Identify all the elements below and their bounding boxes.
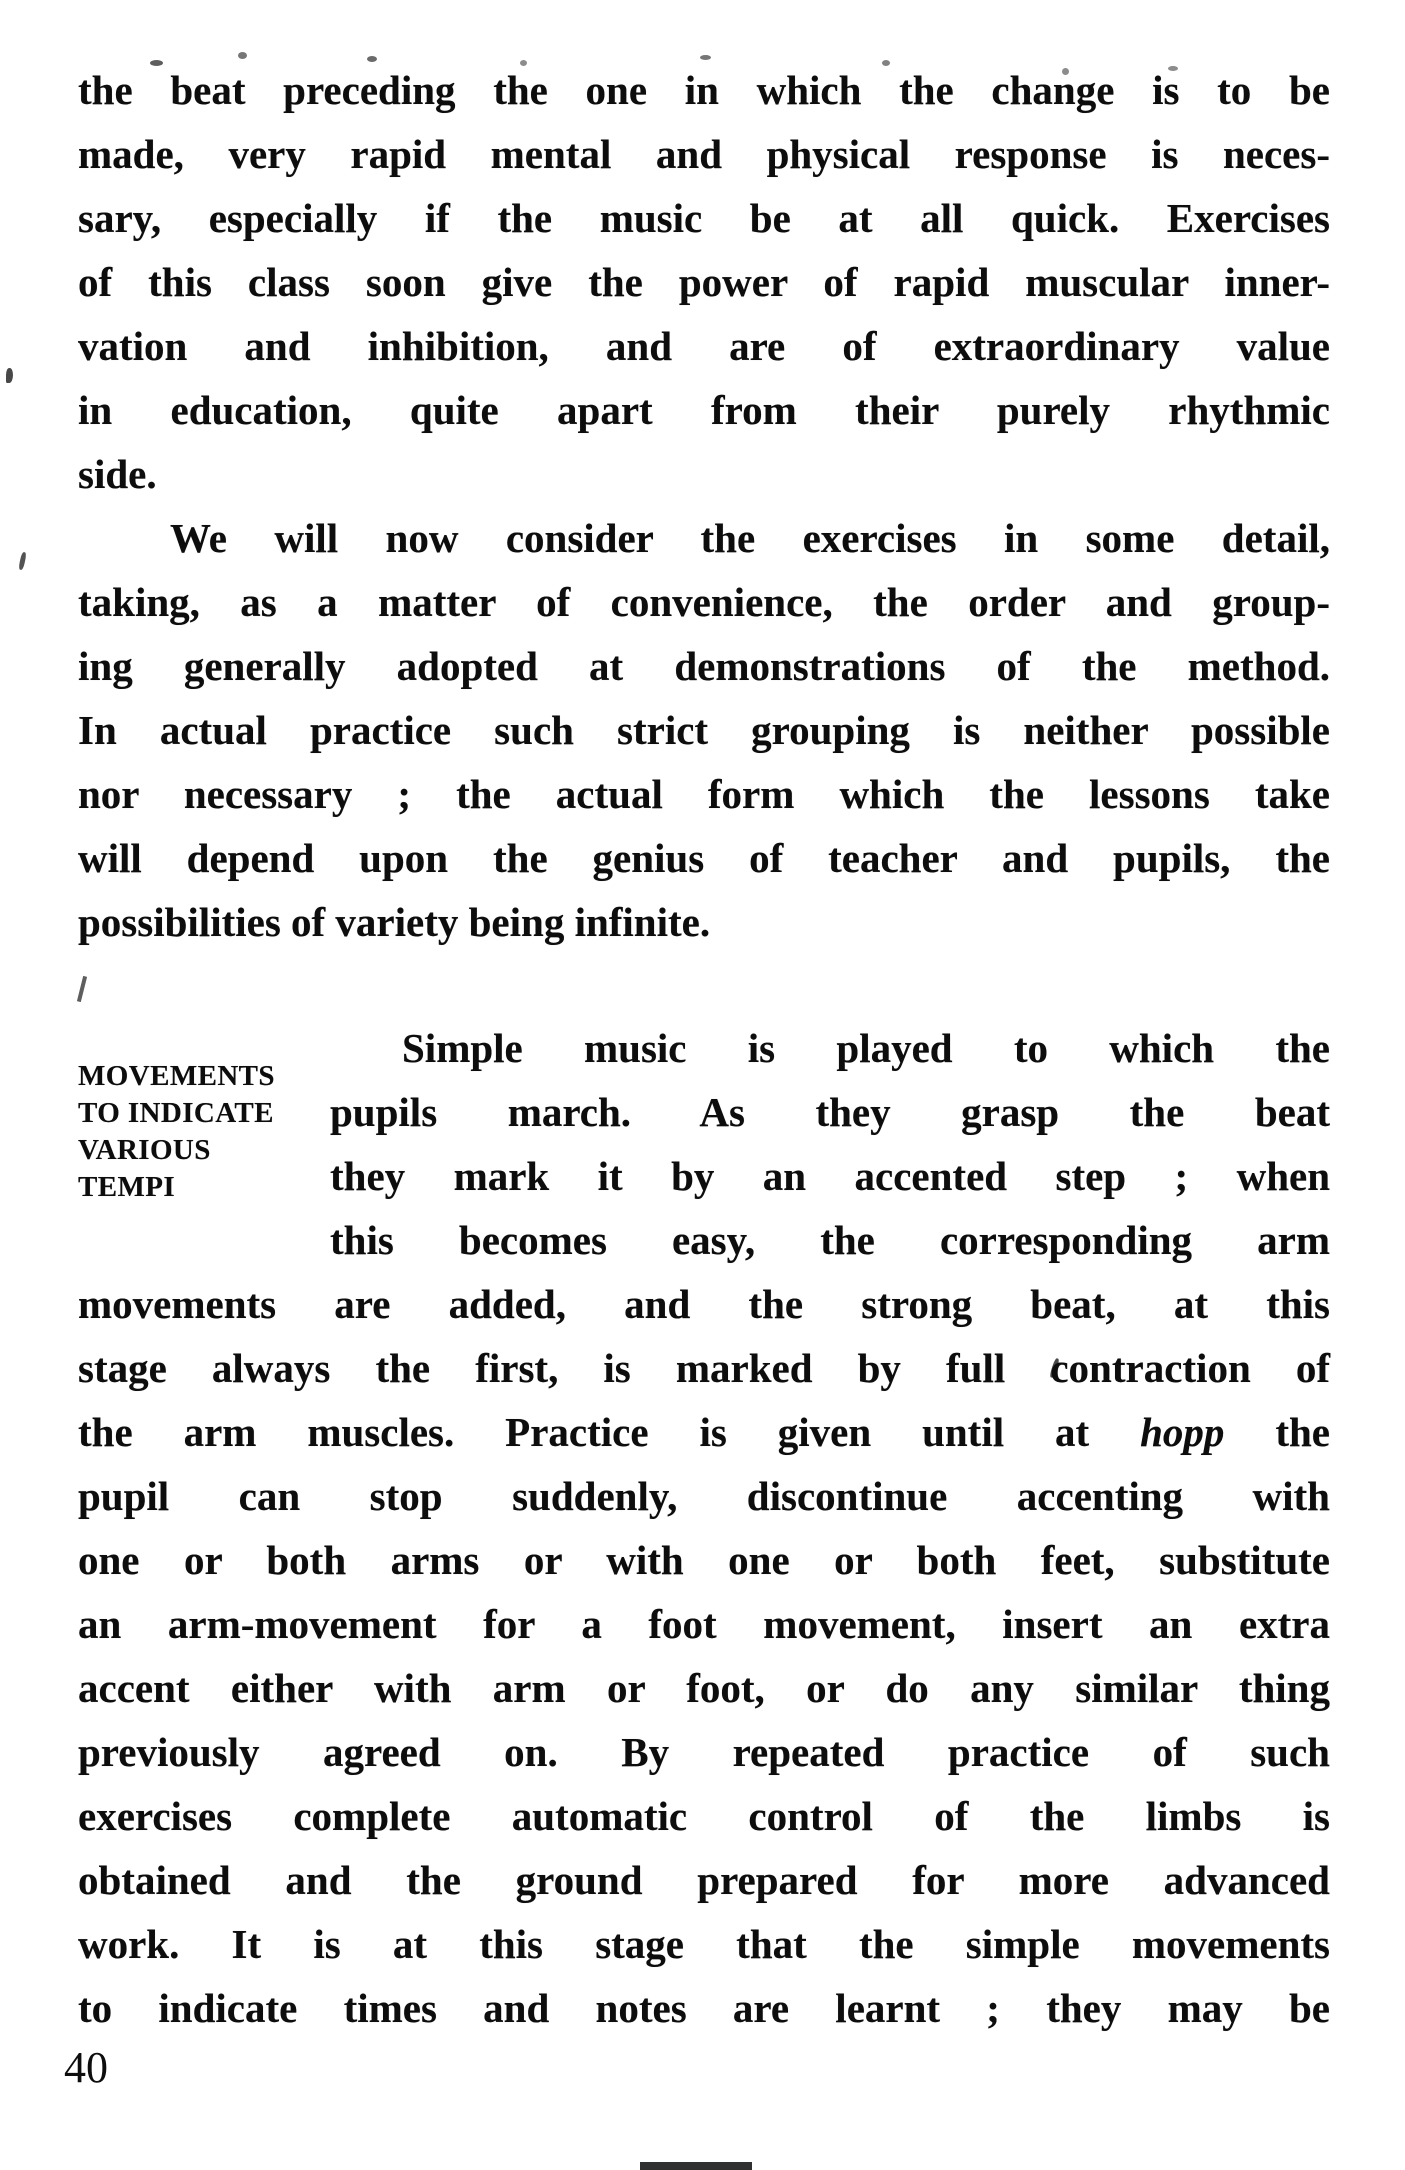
text-line: to indicate times and notes are learnt ; they may be <box>78 1985 1330 2031</box>
text-line: an arm-movement for a foot movement, insert an extra <box>78 1601 1330 1647</box>
text-segment: the arm muscles. Practice is given until at <box>78 1409 1141 1455</box>
page-number: 40 <box>64 2043 108 2092</box>
text-line: side. <box>78 451 157 497</box>
margin-heading-line: MOVEMENTS <box>78 1060 275 1092</box>
text-line: We will now consider the exercises in some detail, <box>170 515 1330 561</box>
text-line: work. It is at this stage that the simple movements <box>78 1921 1330 1967</box>
section-gap <box>78 954 1330 1016</box>
scan-mark-comma <box>6 368 13 383</box>
text-line: accent either with arm or foot, or do any similar thing <box>78 1665 1330 1711</box>
italic-word-hopp: hopp <box>1140 1409 1225 1455</box>
text-line: one or both arms or with one or both feet, substitute <box>78 1537 1330 1583</box>
text-line-with-italic <box>78 1400 1330 1464</box>
text-line: they mark it by an accented step ; when <box>330 1153 1330 1199</box>
text-line: In actual practice such strict grouping is neither possible <box>78 707 1330 753</box>
text-line: nor necessary ; the actual form which the lessons take <box>78 771 1330 817</box>
scan-edge-dash <box>640 2162 752 2170</box>
text-line: of this class soon give the power of rapid muscular inner- <box>78 259 1330 305</box>
text-line: exercises complete automatic control of the limbs is <box>78 1793 1330 1839</box>
text-line: pupil can stop suddenly, discontinue accenting with <box>78 1473 1330 1519</box>
text-line: sary, especially if the music be at all quick. Exercises <box>78 195 1330 241</box>
text-line: stage always the first, is marked by full contraction of <box>78 1345 1330 1391</box>
text-line: Simple music is played to which the <box>402 1025 1330 1071</box>
body-text <box>78 58 1330 2040</box>
text-line: this becomes easy, the corresponding arm <box>330 1217 1330 1263</box>
text-line: previously agreed on. By repeated practice of such <box>78 1729 1330 1775</box>
margin-heading-line: TO INDICATE <box>78 1097 274 1129</box>
text-line: made, very rapid mental and physical response is neces- <box>78 131 1330 177</box>
text-line: taking, as a matter of convenience, the order and group- <box>78 579 1330 625</box>
text-line: pupils march. As they grasp the beat <box>330 1089 1330 1135</box>
text-line: obtained and the ground prepared for more advanced <box>78 1857 1330 1903</box>
text-line: will depend upon the genius of teacher and pupils, the <box>78 835 1330 881</box>
text-line: the beat preceding the one in which the change is to be <box>78 67 1330 113</box>
scan-mark-apostrophe <box>18 552 27 571</box>
text-line: possibilities of variety being infinite. <box>78 899 711 945</box>
text-line: ing generally adopted at demonstrations of the method. <box>78 643 1330 689</box>
text-line: in education, quite apart from their purely rhythmic <box>78 387 1330 433</box>
margin-heading-line: VARIOUS <box>78 1134 211 1166</box>
text-line: movements are added, and the strong beat, at this <box>78 1281 1330 1327</box>
margin-heading-line: TEMPI <box>78 1171 176 1203</box>
text-segment: the <box>1224 1409 1330 1455</box>
text-line: vation and inhibition, and are of extraordinary value <box>78 323 1330 369</box>
